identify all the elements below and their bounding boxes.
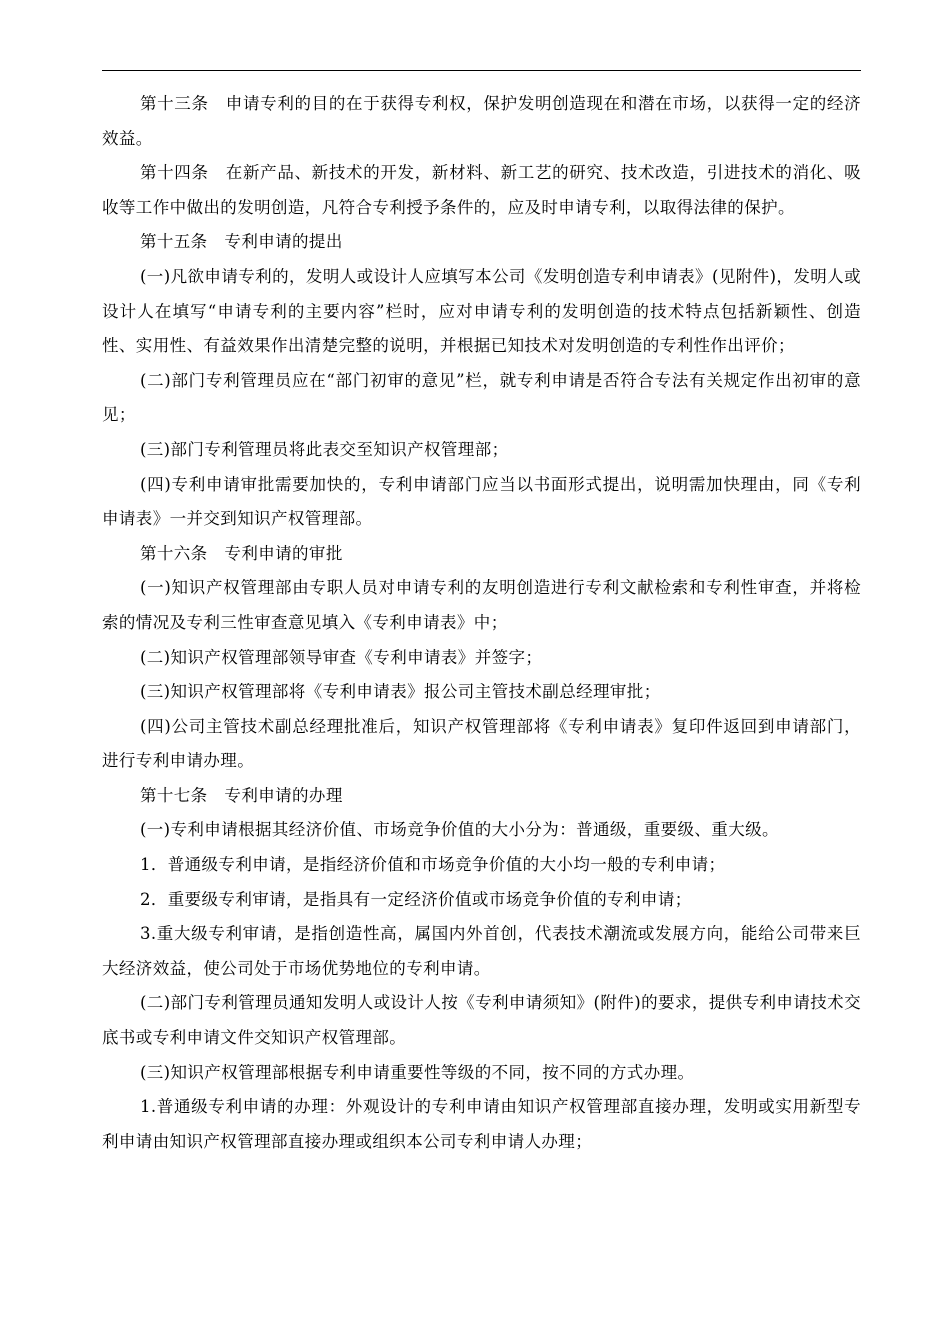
article-17-item-1: (一)专利申请根据其经济价值、市场竞争价值的大小分为：普通级，重要级、重大级。 — [139, 820, 779, 840]
article-14: 第十四条 在新产品、新技术的开发，新材料、新工艺的研究、技术改造，引进技术的消化、吸收等工作中做出的发明创造，凡符合专利授予条件的，应及时申请专利，以取得法律的保护。 — [102, 163, 861, 217]
article-15-heading: 第十五条 专利申请的提出 — [139, 232, 343, 252]
header-rule — [102, 70, 861, 71]
article-17-item-2: (二)部门专利管理员通知发明人或设计人按《专利申请须知》(附件)的要求，提供专利申请技术交底书或专利申请文件交知识产权管理部。 — [102, 993, 861, 1048]
article-16-item-2: (二)知识产权管理部领导审查《专利申请表》并签字； — [139, 647, 543, 667]
article-15-item-1: (一)凡欲申请专利的，发明人或设计人应填写本公司《发明创造专利申请表》(见附件)，发明人或设计人在填写“申请专利的主要内容”栏时，应对申请专利的发明创造的技术特点包括新颖性、创造性、实用性、有益效果作出清楚完整的说明，并根据已知技术对发明创造的专利性作出评价； — [102, 266, 861, 356]
article-16-item-4: (四)公司主管技术副总经理批准后，知识产权管理部将《专利申请表》复印件返回到申请部门，进行专利申请办理。 — [102, 716, 861, 771]
article-17-item-3: (三)知识产权管理部根据专利申请重要性等级的不同，按不同的方式办理。 — [139, 1062, 695, 1082]
article-15-item-2: (二)部门专利管理员应在“部门初审的意见”栏，就专利申请是否符合专法有关规定作出初审的意见； — [102, 370, 861, 425]
article-15-item-3: (三)部门专利管理员将此表交至知识产权管理部； — [139, 439, 509, 459]
article-16-item-3: (三)知识产权管理部将《专利申请表》报公司主管技术副总经理审批； — [139, 682, 661, 702]
article-17-subitem-3: 3.重大级专利审请，是指创造性高，属国内外首创，代表技术潮流或发展方向，能给公司带来巨大经济效益，使公司处于市场优势地位的专利申请。 — [102, 924, 861, 978]
article-17-subitem-2: 2．重要级专利审请，是指具有一定经济价值或市场竞争价值的专利申请； — [139, 889, 692, 909]
article-15-item-4: (四)专利申请审批需要加快的，专利申请部门应当以书面形式提出，说明需加快理由，同《专利申请表》一并交到知识产权管理部。 — [102, 474, 861, 529]
article-17-item-3-subitem-1: 1.普通级专利申请的办理：外观设计的专利申请由知识产权管理部直接办理，发明或实用新型专利申请由知识产权管理部直接办理或组织本公司专利申请人办理； — [102, 1097, 861, 1151]
article-17-heading: 第十七条 专利申请的办理 — [139, 785, 343, 805]
article-17-subitem-1: 1．普通级专利申请，是指经济价值和市场竞争价值的大小均一般的专利申请； — [139, 855, 726, 875]
article-16-heading: 第十六条 专利申请的审批 — [139, 543, 343, 563]
document-body — [102, 87, 861, 1159]
article-16-item-1: (一)知识产权管理部由专职人员对申请专利的友明创造进行专利文献检索和专利性审查，并将检索的情况及专利三性审查意见填入《专利申请表》中； — [102, 578, 861, 632]
article-13: 第十三条 申请专利的目的在于获得专利权，保护发明创造现在和潜在市场，以获得一定的经济效益。 — [102, 94, 861, 148]
